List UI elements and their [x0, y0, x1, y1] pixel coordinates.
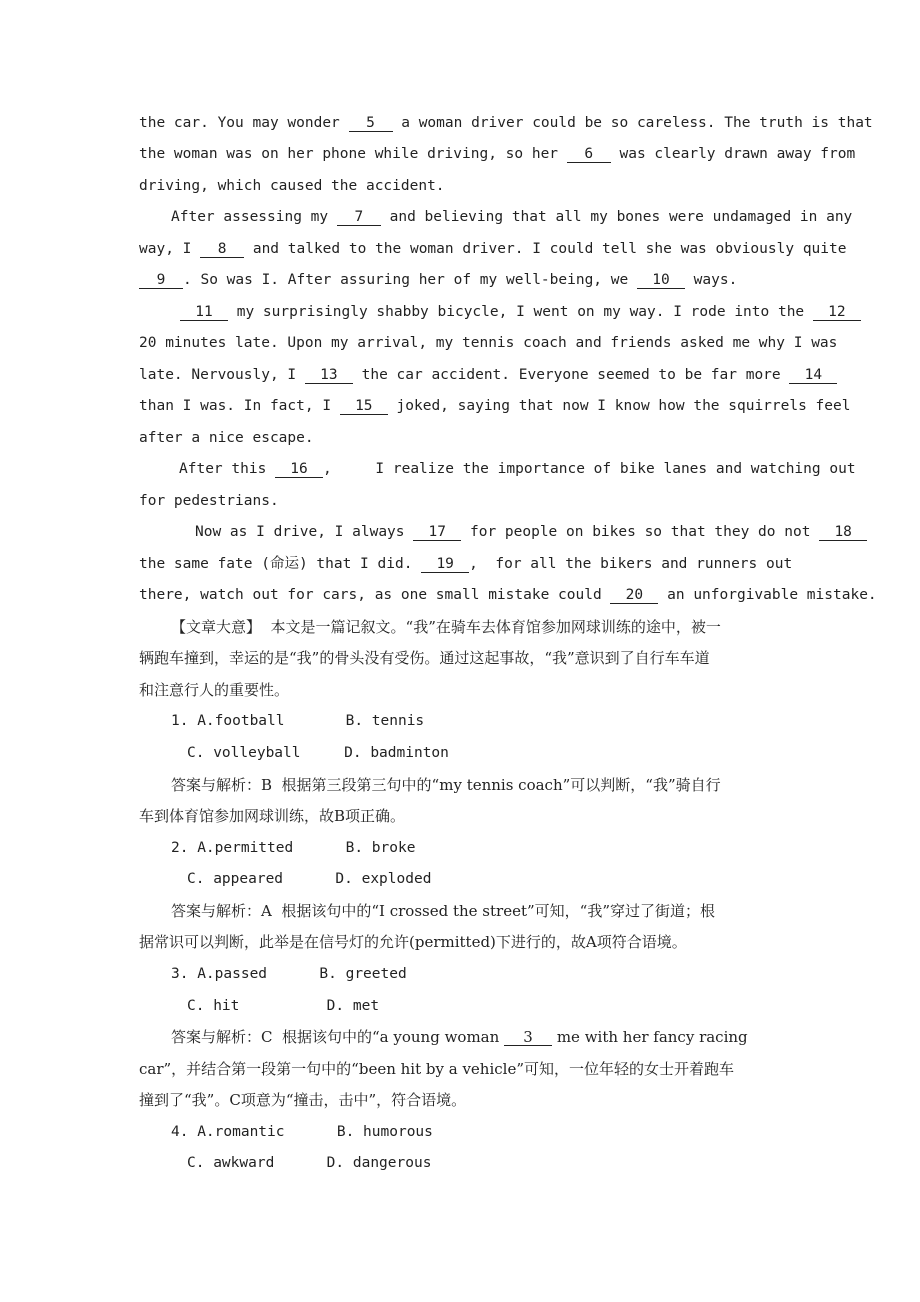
- question-1-answer-cont: 车到体育馆参加网球训练，故B项正确。: [139, 807, 406, 825]
- passage-line: After assessing my 7 and believing that all my bones were undamaged in any: [171, 209, 853, 225]
- summary-line: 【文章大意】 本文是一篇记叙文。“我”在骑车去体育馆参加网球训练的途中，被一: [171, 618, 721, 636]
- passage-line: there, watch out for cars, as one small mistake could 20 an unforgivable mistake.: [139, 587, 877, 603]
- question-1-answer: 答案与解析：B 根据第三段第三句中的“my tennis coach”可以判断，“我”骑自行: [171, 776, 721, 794]
- blank: 18: [819, 524, 867, 541]
- passage-line: 20 minutes late. Upon my arrival, my tennis coach and friends asked me why I was: [139, 335, 838, 351]
- question-3-options-row1: 3. A.passed B. greeted: [171, 966, 407, 982]
- question-1-options-row1: 1. A.football B. tennis: [171, 713, 425, 729]
- question-3-answer-cont: car”，并结合第一段第一句中的“been hit by a vehicle”可知，一位年轻的女士开着跑车: [139, 1060, 735, 1078]
- passage-line: 11 my surprisingly shabby bicycle, I went on my way. I rode into the 12: [180, 302, 861, 322]
- blank: 20: [610, 587, 658, 604]
- passage-line: after a nice escape.: [139, 430, 314, 446]
- passage-line: After this 16 , I realize the importance of bike lanes and watching out: [179, 461, 856, 477]
- blank: 10: [637, 272, 685, 289]
- passage-line: for pedestrians.: [139, 493, 279, 509]
- passage-line: driving, which caused the accident.: [139, 178, 445, 194]
- blank: 12: [813, 304, 861, 321]
- question-2-answer: 答案与解析：A 根据该句中的“I crossed the street”可知，“我”穿过了街道；根: [171, 902, 715, 920]
- blank: 16: [275, 461, 323, 478]
- summary-line: 和注意行人的重要性。: [139, 681, 290, 699]
- passage-line: 9 . So was I. After assuring her of my well-being, we 10 ways.: [139, 270, 737, 290]
- question-2-options-row2: C. appeared D. exploded: [187, 871, 432, 887]
- question-4-options-row1: 4. A.romantic B. humorous: [171, 1124, 433, 1140]
- question-3-answer-cont: 撞到了“我”。C项意为“撞击，击中”，符合语境。: [139, 1091, 467, 1109]
- passage-line: late. Nervously, I 13 the car accident. Everyone seemed to be far more 14: [139, 365, 837, 385]
- blank: 11: [180, 304, 228, 321]
- question-2-answer-cont: 据常识可以判断，此举是在信号灯的允许(permitted)下进行的，故A项符合语境。: [139, 933, 687, 951]
- blank: 7: [337, 209, 381, 226]
- blank: 3: [504, 1029, 552, 1046]
- blank: 9: [139, 272, 183, 289]
- question-4-options-row2: C. awkward D. dangerous: [187, 1155, 432, 1171]
- passage-line: than I was. In fact, I 15 joked, saying that now I know how the squirrels feel: [139, 398, 851, 414]
- blank: 8: [200, 241, 244, 258]
- blank: 19: [421, 556, 469, 573]
- summary-line: 辆跑车撞到，幸运的是“我”的骨头没有受伤。通过这起事故，“我”意识到了自行车车道: [139, 649, 710, 667]
- blank: 15: [340, 398, 388, 415]
- blank: 5: [349, 115, 393, 132]
- passage-line: Now as I drive, I always 17 for people on bikes so that they do not 18: [195, 522, 867, 542]
- passage-line: the woman was on her phone while driving, so her 6 was clearly drawn away from: [139, 146, 856, 162]
- blank: 17: [413, 524, 461, 541]
- question-1-options-row2: C. volleyball D. badminton: [187, 745, 449, 761]
- question-3-options-row2: C. hit D. met: [187, 998, 380, 1014]
- blank: 13: [305, 367, 353, 384]
- passage-line: the car. You may wonder 5 a woman driver could be so careless. The truth is that: [139, 115, 873, 131]
- passage-line: the same fate (命运) that I did. 19 , for all the bikers and runners out: [139, 556, 793, 572]
- question-3-answer: 答案与解析：C 根据该句中的“a young woman 3 me with her fancy racing: [171, 1028, 748, 1046]
- blank: 6: [567, 146, 611, 163]
- passage-line: way, I 8 and talked to the woman driver. I could tell she was obviously quite: [139, 241, 847, 257]
- blank: 14: [789, 367, 837, 384]
- question-2-options-row1: 2. A.permitted B. broke: [171, 840, 416, 856]
